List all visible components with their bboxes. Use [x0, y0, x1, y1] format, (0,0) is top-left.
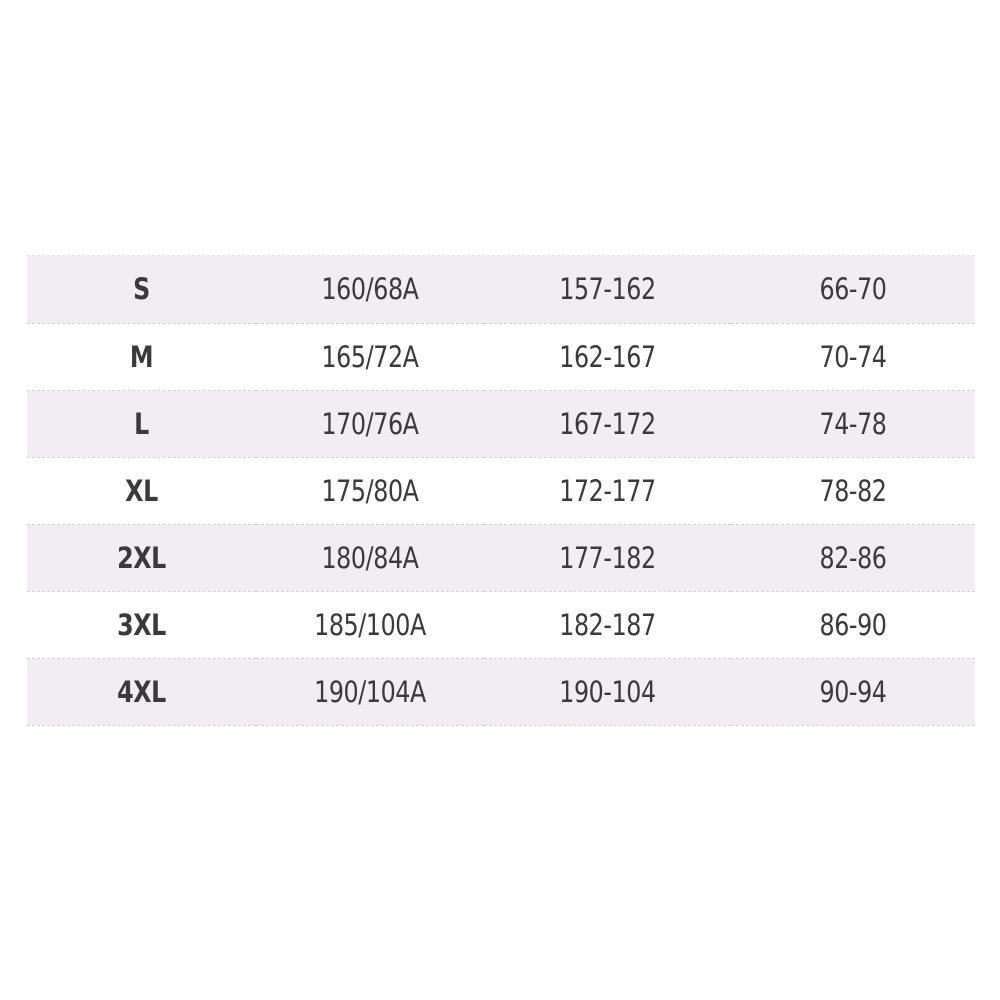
size-cell: 4XL — [117, 674, 166, 709]
chest-range-cell: 90-94 — [819, 674, 887, 709]
chest-range-cell: 78-82 — [819, 473, 887, 508]
size-cell: 2XL — [117, 540, 166, 575]
table-row — [27, 591, 975, 658]
chest-range-cell: 66-70 — [819, 272, 887, 307]
chest-range-cell: 82-86 — [819, 540, 887, 575]
size-chart-table — [27, 256, 975, 726]
height-range-cell: 167-172 — [559, 406, 656, 441]
size-cell: M — [129, 339, 154, 374]
chest-range-cell: 74-78 — [819, 406, 887, 441]
table-row — [27, 524, 975, 591]
table-row — [27, 457, 975, 524]
table-row — [27, 256, 975, 323]
spec-cell: 160/68A — [321, 272, 419, 307]
spec-cell: 180/84A — [321, 540, 419, 575]
size-cell: XL — [125, 473, 158, 508]
size-cell: L — [134, 406, 149, 441]
spec-cell: 190/104A — [314, 674, 426, 709]
table-row — [27, 323, 975, 390]
spec-cell: 185/100A — [314, 607, 426, 642]
table-row — [27, 390, 975, 457]
height-range-cell: 182-187 — [559, 607, 656, 642]
chest-range-cell: 86-90 — [819, 607, 887, 642]
height-range-cell: 172-177 — [559, 473, 656, 508]
chest-range-cell: 70-74 — [819, 339, 887, 374]
height-range-cell: 157-162 — [559, 272, 656, 307]
height-range-cell: 177-182 — [559, 540, 656, 575]
table-row — [27, 658, 975, 725]
height-range-cell: 190-104 — [559, 674, 656, 709]
spec-cell: 170/76A — [321, 406, 419, 441]
size-cell: S — [133, 272, 150, 307]
height-range-cell: 162-167 — [559, 339, 656, 374]
spec-cell: 175/80A — [321, 473, 419, 508]
spec-cell: 165/72A — [321, 339, 419, 374]
size-cell: 3XL — [117, 607, 166, 642]
